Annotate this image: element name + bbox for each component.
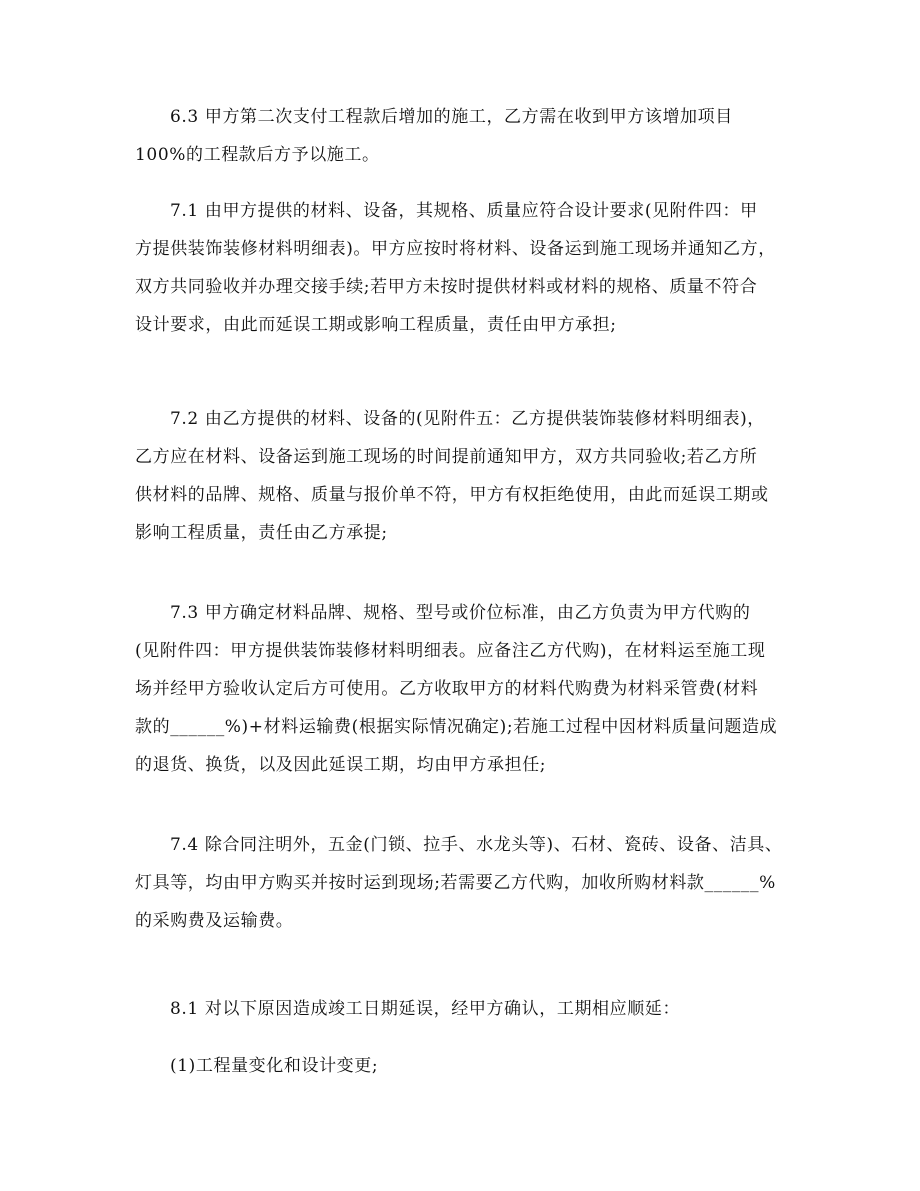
- text-line: 乙方应在材料、设备运到施工现场的时间提前通知甲方，双方共同验收;若乙方所: [135, 447, 758, 467]
- text-line: (1)工程量变化和设计变更;: [170, 1056, 379, 1076]
- text-line: 设计要求，由此而延误工期或影响工程质量，责任由甲方承担;: [135, 315, 617, 335]
- text-line: 6.3 甲方第二次支付工程款后增加的施工，乙方需在收到甲方该增加项目: [170, 107, 733, 127]
- text-line: 供材料的品牌、规格、质量与报价单不符，甲方有权拒绝使用，由此而延误工期或: [135, 485, 769, 505]
- text-line: 7.3 甲方确定材料品牌、规格、型号或价位标准，由乙方负责为甲方代购的: [170, 603, 751, 623]
- clause-7-4: [135, 826, 795, 940]
- text-line: 灯具等，均由甲方购买并按时运到现场;若需要乙方代购，加收所购材料款______%: [135, 873, 776, 893]
- clause-6-3: [135, 98, 795, 174]
- text-line: 8.1 对以下原因造成竣工日期延误，经甲方确认，工期相应顺延：: [170, 999, 681, 1019]
- text-line: 7.1 由甲方提供的材料、设备，其规格、质量应符合设计要求(见附件四：甲: [170, 201, 758, 221]
- text-line: 场并经甲方验收认定后方可使用。乙方收取甲方的材料代购费为材料采管费(材料: [135, 679, 759, 699]
- clause-7-3: [135, 594, 795, 784]
- clause-8-1: [135, 990, 795, 1028]
- text-line: 双方共同验收并办理交接手续;若甲方未按时提供材料或材料的规格、质量不符合: [135, 277, 758, 297]
- clause-8-1-item-1: [135, 1047, 795, 1085]
- text-line: 方提供装饰装修材料明细表)。甲方应按时将材料、设备运到施工现场并通知乙方，: [135, 239, 776, 259]
- text-line: 的退货、换货，以及因此延误工期，均由甲方承担任;: [135, 755, 547, 775]
- clause-7-2: [135, 400, 795, 552]
- text-line: 7.2 由乙方提供的材料、设备的(见附件五：乙方提供装饰装修材料明细表)，: [170, 409, 765, 429]
- text-line: 的采购费及运输费。: [135, 911, 294, 931]
- text-line: 影响工程质量，责任由乙方承提;: [135, 523, 388, 543]
- text-line: 100%的工程款后方予以施工。: [135, 145, 380, 165]
- text-line: 7.4 除合同注明外，五金(门锁、拉手、水龙头等)、石材、瓷砖、设备、洁具、: [170, 835, 783, 855]
- text-line: 款的______%)+材料运输费(根据实际情况确定);若施工过程中因材料质量问题造成: [135, 717, 778, 737]
- clause-7-1: [135, 192, 795, 344]
- text-line: (见附件四：甲方提供装饰装修材料明细表。应备注乙方代购)，在材料运至施工现: [135, 641, 766, 661]
